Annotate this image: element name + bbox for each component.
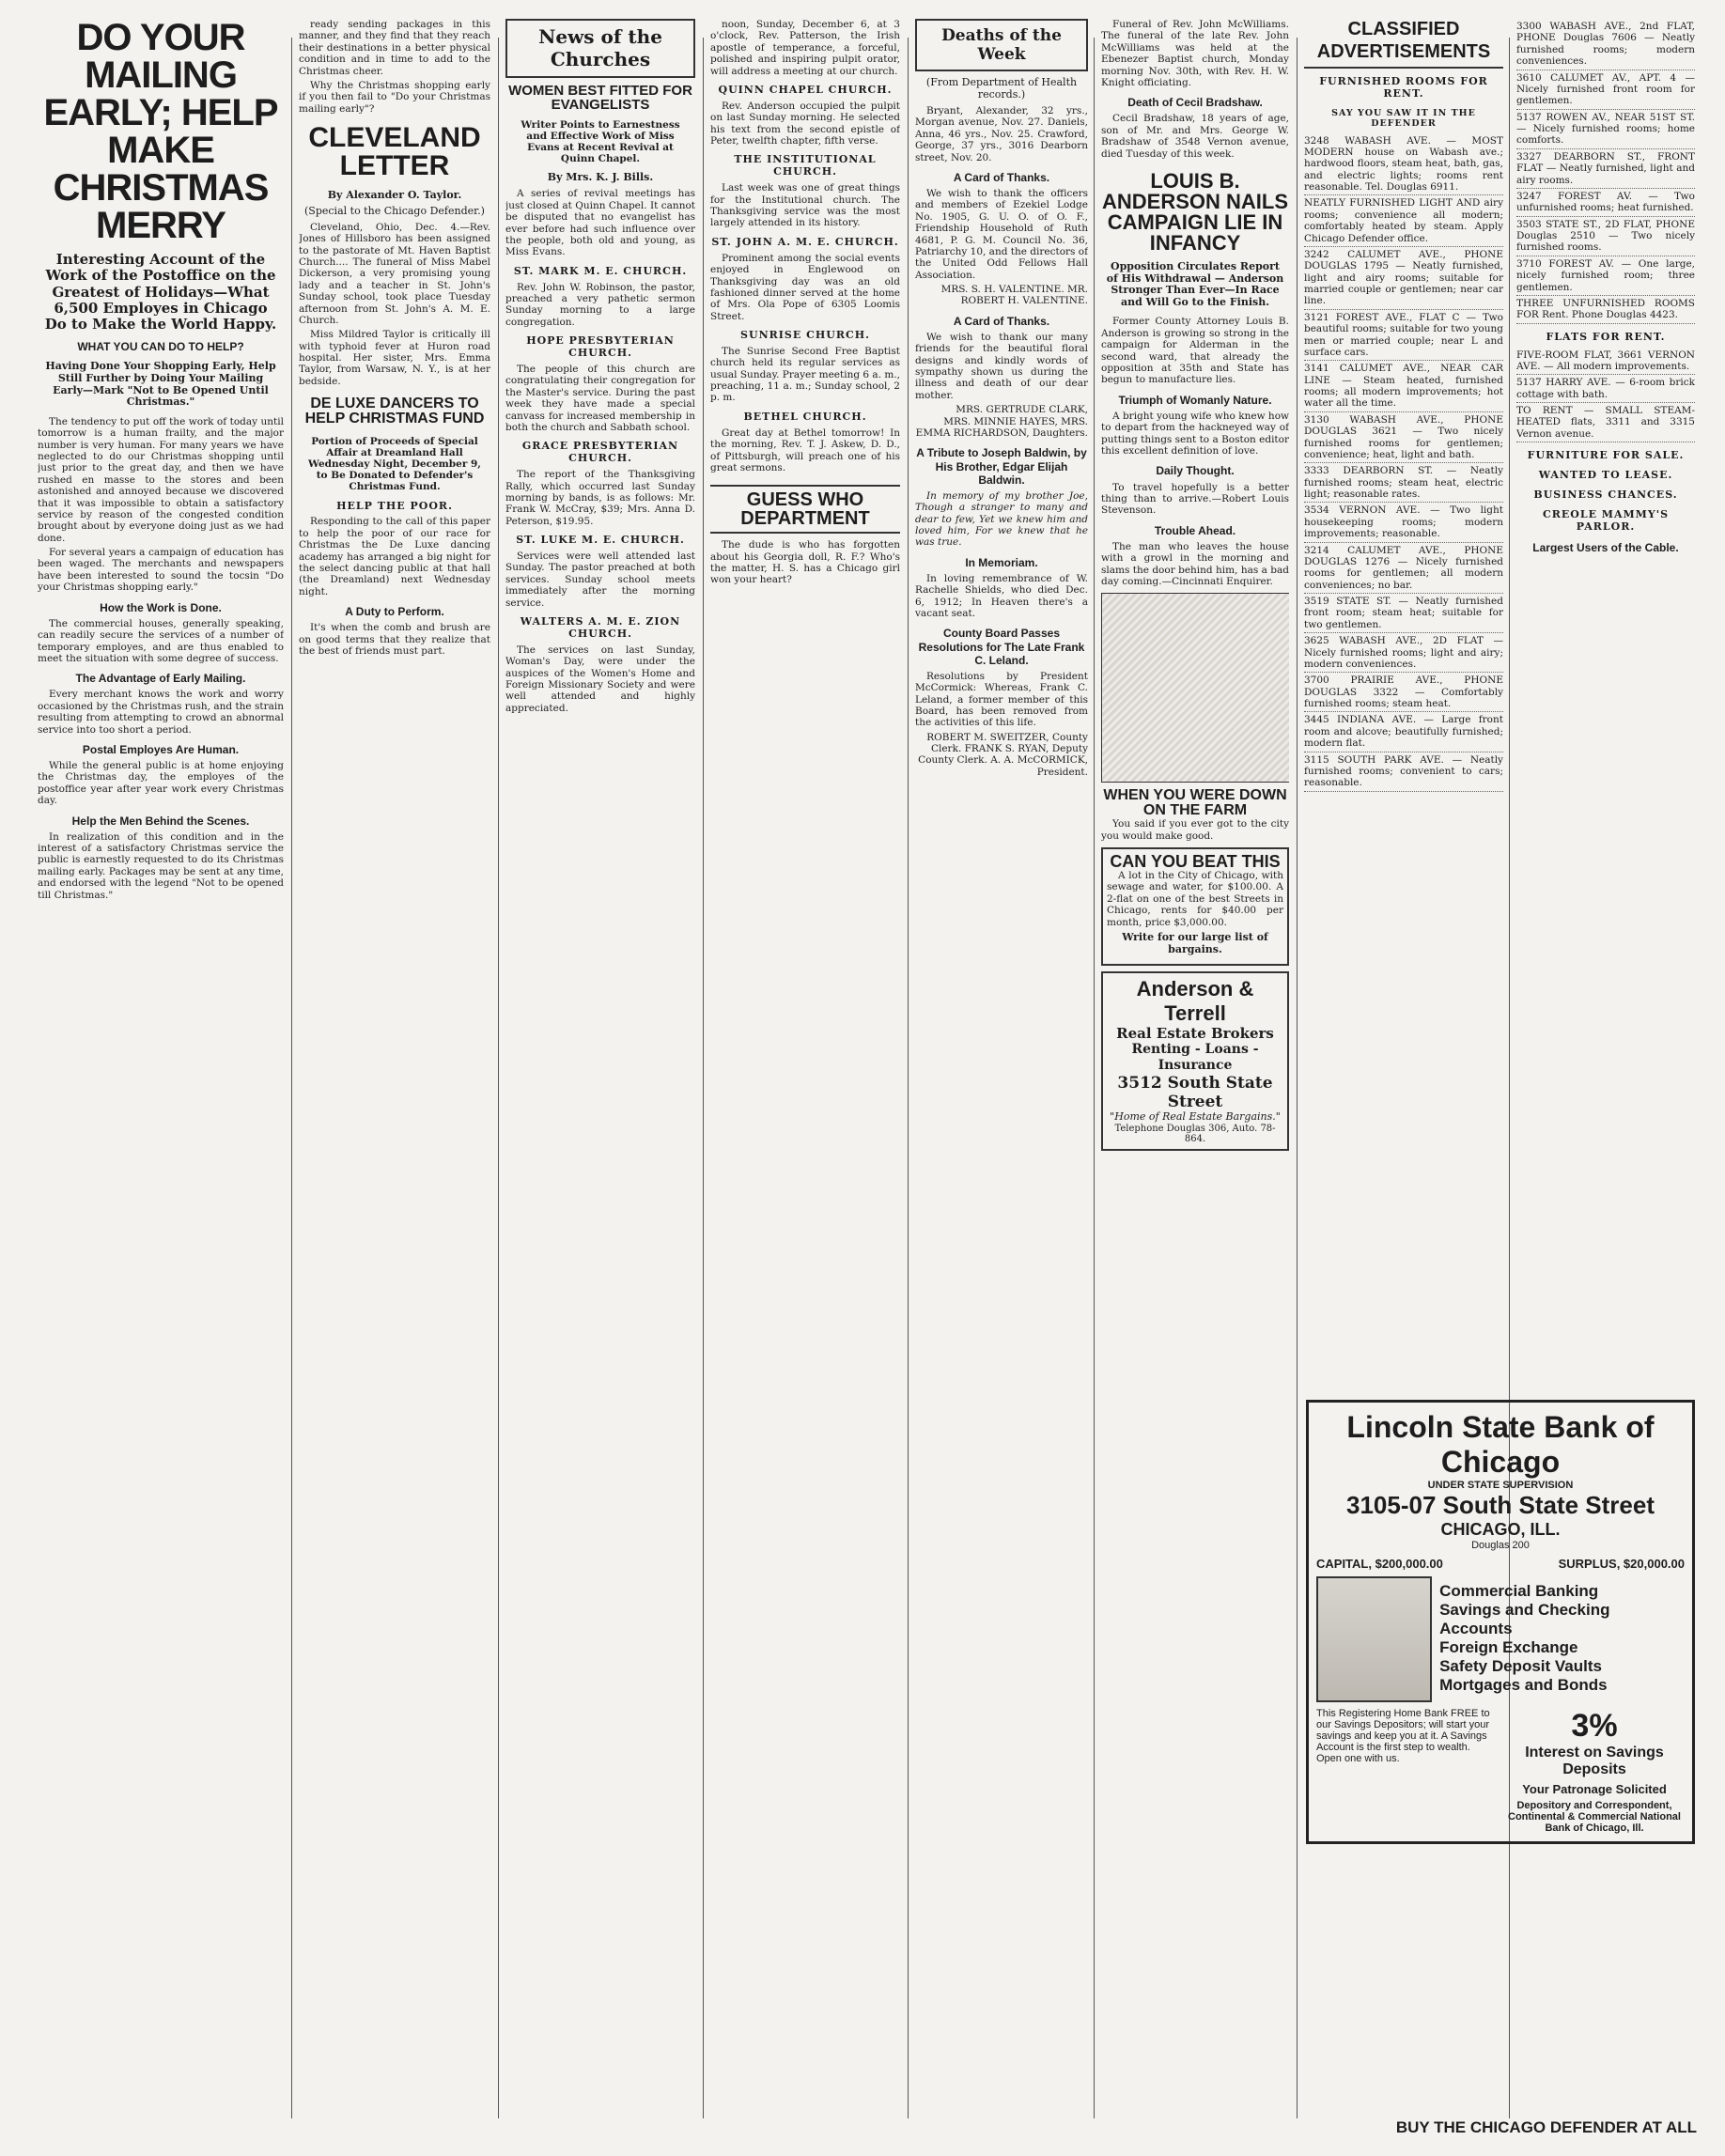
article-subhead: HELP THE POOR. xyxy=(336,499,453,512)
column-4 xyxy=(710,19,900,2137)
main-deck: Interesting Account of the Work of the Postoffice on the Greatest of Holidays—What 6,500 Employes in Chicago Do to Make the World Happy. xyxy=(44,251,277,333)
bank-rate-block xyxy=(1504,1708,1685,1834)
bargain-footer: Write for our large list of bargains. xyxy=(1122,930,1268,955)
article-subhead: Death of Cecil Bradshaw. xyxy=(1127,96,1263,110)
signature: MRS. GERTRUDE CLARK, MRS. MINNIE HAYES, MRS. EMMA RICHARDSON, Daughters. xyxy=(915,404,1088,439)
bank-capital-row xyxy=(1316,1557,1685,1571)
column-rule xyxy=(1094,38,1095,2118)
column-1 xyxy=(38,19,284,2137)
article-subhead: Postal Employes Are Human. xyxy=(82,742,240,756)
sub-deck: Having Done Your Shopping Early, Help Still Further by Doing Your Mailing Early—Mark "Not to Be Opened Until Christmas." xyxy=(45,360,276,409)
article-paragraph: Rev. Anderson occupied the pulpit on last Sunday morning. He selected his text from the second epistle of Peter, twelfth chapter, fifth verse. xyxy=(710,100,900,147)
anderson-headline: LOUIS B. ANDERSON NAILS CAMPAIGN LIE IN INFANCY xyxy=(1101,168,1288,255)
classified-ad: 3130 WABASH AVE., PHONE DOUGLAS 3621 — Two nicely furnished rooms for gentlemen; convenience; heat, light and bath. xyxy=(1304,412,1503,464)
church-section: QUINN CHAPEL CHURCH. xyxy=(718,83,893,96)
classified-ad: 3242 CALUMET AVE., PHONE DOUGLAS 1795 — Neatly furnished, light and airy rooms; suitable for married couple or gentlemen; near car line. xyxy=(1304,247,1503,310)
classified-ad: 3534 VERNON AVE. — Two light housekeeping rooms; modern improvements; reasonable. xyxy=(1304,503,1503,542)
special-note: (Special to the Chicago Defender.) xyxy=(304,204,485,217)
article-paragraph: The commercial houses, generally speaking, can readily secure the services of a number of temporary employes, and are thus enabled to meet the situation with some degree of success. xyxy=(38,617,284,664)
classified-sub: FURNITURE FOR SALE. xyxy=(1527,449,1685,462)
bank-rate: 3% xyxy=(1571,1708,1618,1744)
article-subhead: How the Work is Done. xyxy=(100,600,222,614)
article-paragraph: In loving remembrance of W. Rachelle Shields, who died Dec. 6, 1912; In Heaven there's a vacant seat. xyxy=(915,572,1088,619)
realestate-ad xyxy=(1101,971,1289,1151)
classified-list xyxy=(1516,19,1695,324)
source-note: (From Department of Health records.) xyxy=(925,76,1078,101)
article-paragraph: We wish to thank our many friends for the beautiful floral designs and kindly words of sympathy shown us during the illness and death of our dear mother. xyxy=(915,331,1088,401)
bargain-text: A lot in the City of Chicago, with sewage and water, for $100.00. A 2-flat on one of the best Streets in Chicago, rents for $40.00 per month, price $3,000.00. xyxy=(1107,870,1283,928)
bank-city: CHICAGO, ILL. xyxy=(1440,1520,1561,1539)
article-subhead: Triumph of Womanly Nature. xyxy=(1118,393,1272,407)
classified-ad: 3121 FOREST AVE., FLAT C — Two beautiful rooms; suitable for two young men or married couple; near L and surface cars. xyxy=(1304,310,1503,362)
classified-ad: THREE UNFURNISHED ROOMS FOR Rent. Phone Douglas 4423. xyxy=(1516,296,1695,324)
article-paragraph: A bright young wife who knew how to depart from the hackneyed way of putting things sent to a Boston editor this excellent definition of love. xyxy=(1101,410,1289,457)
classified-ad: 5137 HARRY AVE. — 6-room brick cottage with bath. xyxy=(1516,375,1695,403)
classified-ad: 3503 STATE ST., 2D FLAT, PHONE Douglas 2510 — Two nicely furnished rooms. xyxy=(1516,217,1695,256)
article-paragraph: Bryant, Alexander, 32 yrs., Morgan avenue, Nov. 27. Daniels, Anna, 46 yrs., Nov. 25. Crawford, George, 37 yrs., 3016 Dearborn street, Nov. 20. xyxy=(915,105,1088,163)
article-subhead: A Card of Thanks. xyxy=(953,314,1050,328)
classified-ad: 3710 FOREST AV. — One large, nicely furnished room; three gentlemen. xyxy=(1516,256,1695,296)
article-paragraph: The services on last Sunday, Woman's Day, were under the auspices of the Women's Home and Foreign Missionary Society and were well attended and highly appreciated. xyxy=(505,644,695,714)
signature: MRS. S. H. VALENTINE. MR. ROBERT H. VALENTINE. xyxy=(940,284,1088,307)
church-section: HOPE PRESBYTERIAN CHURCH. xyxy=(526,334,675,360)
classified-ad: 3700 PRAIRIE AVE., PHONE DOUGLAS 3322 — Comfortably furnished rooms; steam heat. xyxy=(1304,673,1503,712)
classified-sub: FLATS FOR RENT. xyxy=(1546,330,1666,343)
column-5 xyxy=(915,19,1088,2137)
classified-ad: 3519 STATE ST. — Neatly furnished front room; steam heat; suitable for two gentlemen. xyxy=(1304,594,1503,633)
article-subhead: In Memoriam. xyxy=(965,555,1038,569)
bargain-headline: CAN YOU BEAT THIS xyxy=(1110,852,1281,872)
classified-ad: 3248 WABASH AVE. — MOST MODERN house on Wabash ave.; hardwood floors, steam heat, bath, gas, and electric lights; rooms rent reasonable. Tel. Douglas 6911. xyxy=(1304,133,1503,196)
article-paragraph: noon, Sunday, December 6, at 3 o'clock, Rev. Patterson, the Irish apostle of temperance, a forceful, polished and inspiring pulpit orator, will address a meeting at our church. xyxy=(710,19,900,77)
bargain-box xyxy=(1101,847,1289,966)
bank-service-item: Safety Deposit Vaults xyxy=(1439,1657,1602,1675)
classified-ad: 3141 CALUMET AVE., NEAR CAR LINE — Steam heated, furnished rooms; all modern improvements; hot water all the time. xyxy=(1304,361,1503,412)
article-subhead: Help the Men Behind the Scenes. xyxy=(71,814,250,828)
article-paragraph: In realization of this condition and in the interest of a satisfactory Christmas service the public is earnestly requested to do its Christmas mailing early. Packages may be sent at any time, and endorsed with the legend "Not to be opened till Christmas." xyxy=(38,830,284,901)
column-rule xyxy=(703,38,704,2118)
bank-surplus: SURPLUS, $20,000.00 xyxy=(1558,1557,1685,1571)
article-paragraph: Former County Attorney Louis B. Anderson is growing so strong in the campaign for Alderman in the second ward, that already the opposition at 35th and State has begun to manufacture lies. xyxy=(1101,316,1289,386)
homebank-text: This Registering Home Bank FREE to our Savings Depositors; will start your savings and keep you at it. A Savings Account is the first step to wealth. Open one with us. xyxy=(1316,1708,1490,1764)
article-paragraph: ready sending packages in this manner, and they find that they reach their destinations in a better physical condition and in time to add to the Christmas cheer. xyxy=(299,19,490,77)
bank-street: 3105-07 South State Street xyxy=(1345,1491,1655,1519)
classified-ad: FIVE-ROOM FLAT, 3661 VERNON AVE. — All modern improvements. xyxy=(1516,348,1695,376)
byline: By Mrs. K. J. Bills. xyxy=(547,171,654,184)
church-section: SUNRISE CHURCH. xyxy=(740,329,870,341)
classified-head: CLASSIFIED ADVERTISEMENTS xyxy=(1304,19,1503,69)
bank-services xyxy=(1439,1582,1685,1697)
article-paragraph: Prominent among the social events enjoyed in Englewood on Thanksgiving day was an old fashioned dinner served at the home of Mrs. Ola Pope of 6305 Loomis Street. xyxy=(710,252,900,322)
question-head: WHAT YOU CAN DO TO HELP? xyxy=(77,340,244,354)
church-section: WALTERS A. M. E. ZION CHURCH. xyxy=(520,614,681,640)
ad-company-name: Anderson & Terrell xyxy=(1136,976,1254,1025)
column-6 xyxy=(1101,19,1289,2137)
classified-list xyxy=(1304,133,1503,792)
article-subhead: County Board Passes Resolutions for The Late Frank C. Leland. xyxy=(918,627,1085,667)
byline: By Alexander O. Taylor. xyxy=(327,189,462,201)
bank-service-item: Savings and Checking Accounts xyxy=(1439,1601,1610,1637)
home-bank-illustration xyxy=(1316,1576,1432,1702)
bank-service-item: Foreign Exchange xyxy=(1439,1638,1578,1656)
bank-supervision: UNDER STATE SUPERVISION xyxy=(1427,1480,1574,1491)
anderson-deck: Opposition Circulates Report of His Withdrawal — Anderson Stronger Than Ever—In Race and Will Go to the Finish. xyxy=(1106,259,1284,308)
classified-ad: 3610 CALUMET AV., APT. 4 — Nicely furnished front room for gentlemen. xyxy=(1516,70,1695,110)
church-section: THE INSTITUTIONAL CHURCH. xyxy=(734,153,877,178)
bank-service-item: Mortgages and Bonds xyxy=(1439,1676,1608,1694)
bank-patronage: Your Patronage Solicited xyxy=(1522,1782,1667,1796)
column-rule xyxy=(908,38,909,2118)
article-subhead: Trouble Ahead. xyxy=(1154,523,1236,537)
classified-ad: 3625 WABASH AVE., 2D FLAT — Nicely furnished rooms; light and airy; modern conveniences. xyxy=(1304,633,1503,673)
page-footer: BUY THE CHICAGO DEFENDER AT ALL xyxy=(1395,2118,1697,2136)
church-section: GRACE PRESBYTERIAN CHURCH. xyxy=(521,440,679,465)
classified-sub: CREOLE MAMMY'S PARLOR. xyxy=(1542,508,1670,534)
cleveland-headline: CLEVELAND LETTER xyxy=(308,122,481,181)
church-section: ST. LUKE M. E. CHURCH. xyxy=(516,534,685,547)
article-paragraph: The Sunrise Second Free Baptist church held its regular services as usual Sunday. Prayer meeting 6 a. m., preaching, 11 a. m.; Sunday school, 2 p. m. xyxy=(710,345,900,404)
article-subhead: Largest Users of the Cable. xyxy=(1532,541,1679,555)
article-paragraph: Every merchant knows the work and worry occasioned by the Christmas rush, and the strain resulting from attempting to crowd an abnormal service into too short a period. xyxy=(38,689,284,736)
article-paragraph: Great day at Bethel tomorrow! In the morning, Rev. T. J. Askew, D. D., of Pittsburgh, will preach one of his great sermons. xyxy=(710,427,900,473)
poem: In memory of my brother Joe, Though a stranger to many and dear to few, Yet we knew him and loved him, For we knew that he was true. xyxy=(915,489,1088,549)
article-paragraph: Resolutions by President McCormick: Whereas, Frank C. Leland, a former member of this Board, has been removed from the activities of this life. xyxy=(915,670,1088,729)
classified-sub: BUSINESS CHANCES. xyxy=(1533,489,1678,502)
article-paragraph: While the general public is at home enjoying the Christmas day, the employes of the postoffice year after year work every Christmas day. xyxy=(38,760,284,807)
ad-motto: "Home of Real Estate Bargains." xyxy=(1110,1109,1281,1123)
bank-service-item: Commercial Banking xyxy=(1439,1582,1599,1600)
classified-ad: 3247 FOREST AV. — Two unfurnished rooms; heat furnished. xyxy=(1516,189,1695,217)
church-section: ST. MARK M. E. CHURCH. xyxy=(513,264,688,277)
article-subhead: A Tribute to Joseph Baldwin, by His Brother, Edgar Elijah Baldwin. xyxy=(916,446,1087,487)
classified-ad: 3214 CALUMET AVE., PHONE DOUGLAS 1276 — Nicely furnished rooms for gentlemen; all modern conveniences; no bar. xyxy=(1304,543,1503,595)
column-3 xyxy=(505,19,695,2137)
main-headline: DO YOUR MAILING EARLY; HELP MAKE CHRISTMAS MERRY xyxy=(43,19,278,246)
church-section: ST. JOHN A. M. E. CHURCH. xyxy=(711,235,899,248)
column-rule xyxy=(291,38,292,2118)
bank-name: Lincoln State Bank of Chicago xyxy=(1346,1410,1655,1479)
classified-sub2: SAY YOU SAW IT IN THE DEFENDER xyxy=(1331,108,1476,130)
article-paragraph: Services were well attended last Sunday. The pastor preached at both services. Sunday school meets immediately after the morning service. xyxy=(505,551,695,609)
article-subhead: Daily Thought. xyxy=(1156,464,1235,478)
classified-sub: FURNISHED ROOMS FOR RENT. xyxy=(1319,75,1488,101)
bank-lower xyxy=(1316,1708,1685,1834)
article-paragraph: Funeral of Rev. John McWilliams. The funeral of the late Rev. John McWilliams was held at the Ebenezer Baptist church, Monday morning Nov. 30th, with Rev. H. W. Knight officiating. xyxy=(1101,19,1289,88)
ad-services: Renting - Loans - Insurance xyxy=(1131,1042,1259,1073)
article-paragraph: The report of the Thanksgiving Rally, which occurred last Sunday morning by bands, is as follows: Mr. Frank W. McCray, $39; Mrs. Anna D. Peterson, $19.95. xyxy=(505,469,695,527)
article-paragraph: Miss Mildred Taylor is critically ill with typhoid fever at Huron road hospital. Her sister, Mrs. Emma Taylor, from Warsaw, N. Y., is at her bedside. xyxy=(299,329,490,387)
article-paragraph: Cleveland, Ohio, Dec. 4.—Rev. Jones of Hillsboro has been assigned to the pastorate of Mt. Haven Baptist Church.... The funeral of Miss Mabel Dickerson, a very promising young lady and a teacher in St. John's Sunday school, took place Tuesday afternoon from St. John's A. M. E. Church. xyxy=(299,221,490,326)
classified-list xyxy=(1516,348,1695,443)
article-paragraph: Rev. John W. Robinson, the pastor, preached a very pathetic sermon Sunday morning to a large congregation. xyxy=(505,281,695,328)
article-paragraph: For several years a campaign of education has been waged. The merchants and newspapers have been interested to sound the tocsin "Do your Christmas shopping early." xyxy=(38,547,284,594)
guess-who-headline: GUESS WHO DEPARTMENT xyxy=(710,485,900,534)
article-paragraph: The tendency to put off the work of today until tomorrow is a human frailty, and the major number is very human. For many years we have neglected to do our Christmas shopping until just prior to the great day, and then we have rushed en masse to the stores and been astonished and annoyed because we discovered that it was impossible to obtain a satisfactory service by reason of the congested condition brought about by everyone doing just as we had done. xyxy=(38,415,284,544)
bank-capital: CAPITAL, $200,000.00 xyxy=(1316,1557,1443,1571)
article-paragraph: You said if you ever got to the city you would make good. xyxy=(1101,818,1289,842)
signature: ROBERT M. SWEITZER, County Clerk. FRANK S. RYAN, Deputy County Clerk. A. A. McCORMICK, President. xyxy=(918,731,1088,778)
bank-phone: Douglas 200 xyxy=(1471,1540,1530,1551)
churches-masthead: News of the Churches xyxy=(505,19,695,78)
farm-illustration xyxy=(1101,593,1289,783)
bank-ad xyxy=(1306,1400,1695,1844)
ad-address: 3512 South State Street xyxy=(1117,1073,1273,1111)
churches-deck: Writer Points to Earnestness and Effective Work of Miss Evans at Recent Revival at Quinn Chapel. xyxy=(521,119,680,165)
article-paragraph: Responding to the call of this paper to help the poor of our race for Christmas the De Luxe dancing academy has arranged a big night for the select dancing public at that hall (the Dreamland) next Wednesday night. xyxy=(299,516,490,597)
article-paragraph: The man who leaves the house with a growl in the morning and slams the door behind him, has a bad day coming.—Cincinnati Enquirer. xyxy=(1101,540,1289,587)
dancers-headline: DE LUXE DANCERS TO HELP CHRISTMAS FUND xyxy=(304,396,485,427)
classified-sub: WANTED TO LEASE. xyxy=(1538,469,1673,482)
classified-ad: 3115 SOUTH PARK AVE. — Neatly furnished rooms; convenient to cars; reasonable. xyxy=(1304,752,1503,792)
article-paragraph: A series of revival meetings has just closed at Quinn Chapel. It cannot be disputed that no evangelist has ever before had such influence over the people, both old and young, as Miss Evans. xyxy=(505,188,695,258)
article-paragraph: Why the Christmas shopping early if you then fail to "Do your Christmas mailing early"? xyxy=(299,79,490,115)
article-paragraph: Cecil Bradshaw, 18 years of age, son of Mr. and Mrs. George W. Bradshaw of 3548 Vernon avenue, died Tuesday of this week. xyxy=(1101,113,1289,160)
classified-ad: NEATLY FURNISHED LIGHT AND airy rooms; convenience all modern; comfortably heated by steam. Apply Chicago Defender office. xyxy=(1304,195,1503,247)
article-paragraph: Last week was one of great things for the Institutional church. The Thanksgiving service was the most largely attended in its history. xyxy=(710,182,900,229)
article-subhead: A Duty to Perform. xyxy=(345,605,444,619)
bank-depository: Depository and Correspondent, Continental & Commercial National Bank of Chicago, Ill. xyxy=(1508,1800,1681,1834)
ad-phone: Telephone Douglas 306, Auto. 78-864. xyxy=(1114,1123,1276,1145)
column-rule xyxy=(1297,38,1298,2118)
classified-ad: 3327 DEARBORN ST., FRONT FLAT — Neatly furnished, light and airy rooms. xyxy=(1516,149,1695,189)
article-paragraph: To travel hopefully is a better thing than to arrive.—Robert Louis Stevenson. xyxy=(1101,481,1289,517)
dancers-deck: Portion of Proceeds of Special Affair at Dreamland Hall Wednesday Night, December 9, to Be Donated to Defender's Christmas Fund. xyxy=(308,436,481,493)
church-section: BETHEL CHURCH. xyxy=(743,410,867,423)
classified-ad: 3445 INDIANA AVE. — Large front room and alcove; beautifully furnished; modern flat. xyxy=(1304,712,1503,752)
article-paragraph: It's when the comb and brush are on good terms that they realize that the best of friends must part. xyxy=(299,622,490,657)
article-paragraph: The people of this church are congratulating their congregation for the Master's service. During the past week they have made a special canvass for increased membership in both the church and Sabbath school. xyxy=(505,364,695,433)
classified-ad: TO RENT — SMALL STEAM-HEATED flats, 3311 and 3315 Vernon avenue. xyxy=(1516,403,1695,442)
article-subhead: A Card of Thanks. xyxy=(953,170,1050,184)
article-paragraph: The dude is who has forgotten about his Georgia doll, R. F.? Who's the matter, H. S. has a Chicago girl won your heart? xyxy=(710,539,900,586)
column-2 xyxy=(299,19,490,2137)
column-8 xyxy=(1516,19,1695,1386)
churches-headline: WOMEN BEST FITTED FOR EVANGELISTS xyxy=(508,83,692,114)
farm-headline: WHEN YOU WERE DOWN ON THE FARM xyxy=(1103,787,1287,819)
classified-ad: 3300 WABASH AVE., 2nd FLAT, PHONE Douglas 7606 — Neatly furnished rooms; modern conveniences. xyxy=(1516,19,1695,70)
article-subhead: The Advantage of Early Mailing. xyxy=(75,672,246,686)
bank-ad-wrapper xyxy=(1306,1400,1695,1844)
article-paragraph: We wish to thank the officers and members of Ezekiel Lodge No. 1905, G. U. O. of O. F., Friendship Household of Ruth 4681, P. G. M. Council No. 36, Patriarchy 10, and the directors of the United Odd Fellows Hall Association. xyxy=(915,188,1088,281)
classified-ad: 5137 ROWEN AV., NEAR 51ST ST. — Nicely furnished rooms; home comforts. xyxy=(1516,110,1695,149)
classified-ad: 3333 DEARBORN ST. — Neatly furnished rooms; steam heat, electric light; reasonable rates. xyxy=(1304,463,1503,503)
bank-body xyxy=(1316,1576,1685,1702)
bank-rate-text: Interest on Savings Deposits xyxy=(1525,1745,1664,1777)
ad-tagline: Real Estate Brokers xyxy=(1116,1024,1274,1042)
deaths-masthead: Deaths of the Week xyxy=(915,19,1088,71)
column-rule xyxy=(498,38,499,2118)
